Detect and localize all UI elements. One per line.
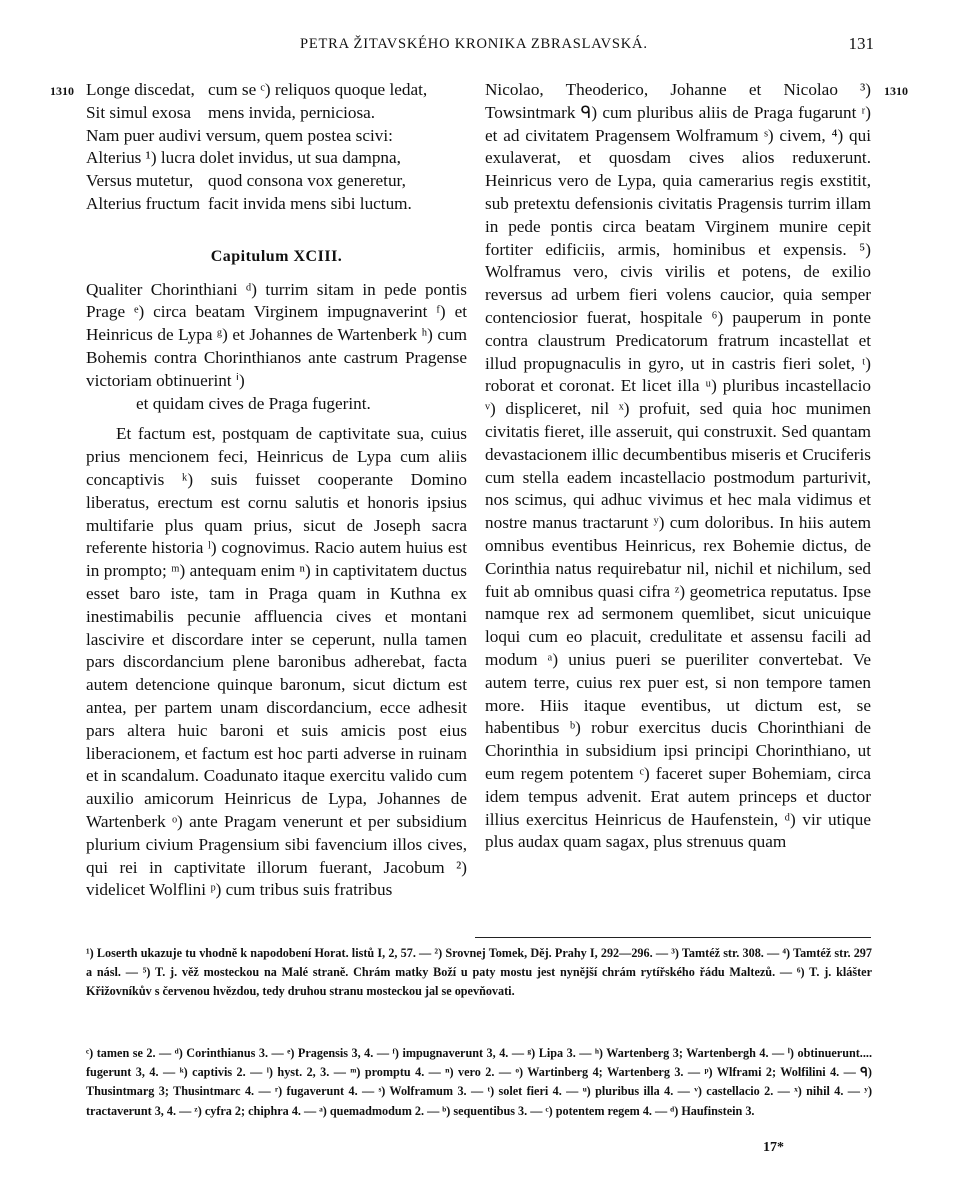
footnote-rule <box>475 937 871 938</box>
body-paragraph: Nicolao, Theoderico, Johanne et Nicolao ³) Towsintmark ᑫ) cum pluribus aliis de Praga fugarunt ʳ) et ad civitatem Pragensem Wolframum ˢ) civem, ⁴) qui exulaverat, et quosdam cives alios reduxerunt. Heinricus vero de Lypa, quia camerarius regis exstitit, sub pretextu defensionis civitatis Pragensis turrim illam in pede pontis circa beatam Virginem munire cepit fortiter edificiis, armis, hominibus et expensis. ⁵) Wolframus vero, civis virilis et potens, de exilio reversus ad urbem fieri volens caucior, quia semper contenciosior fuerat, hospitale ⁶) pauperum in ponte contra claustrum Predicatorum fratrum incastellat et illud propugnaculis in gyro, ut in castris fieri solet, ᵗ) roborat et coronat. Et licet illa ᵘ) pluribus incastellacio ᵛ) displiceret, nil ˣ) profuit, sed quia hoc munimen civitatis fieret, ille asseruit, qui construxit. Sed quantam devastacionem illic decumbentibus miseris et Cruciferis cum stella eadem incastellacio postmodum parturivit, nos scimus, qui adhuc vivimus et hec mala vidimus et nostre manus tractarunt ʸ) cum doloribus. In hiis autem omnibus eventibus Heinricus, rex Bohemie dictus, de Corinthia natus requirebatur nil, nichil et nichilum, sed fuit ab omnibus quasi cifra ᶻ) geometrica reputatus. Ipse namque rex ad sermonem quemlibet, sicut unicuique loqui cum eo placuit, credulitate et assensu facili ad modum ᵃ) unius pueri se pueriliter convertebat. Ve autem terre, cuius rex puer est, si non tempore tamen more. Hiis itaque eventibus, ut dictum est, se habentibus ᵇ) robur exercitus ducis Chorinthiani de Chorinthia in subsidium ipsi principi Chorinthiano, ut eum regem potentem ᶜ) faceret super Bohemiam, circa idem tempus advenit. Erat autem princeps et ductor illius exercitus Heinricus de Haufenstein, ᵈ) vir utique plus audax quam sagax, plus strenuus quam <box>485 80 871 852</box>
editor-footnotes: ¹) Loserth ukazuje tu vhodně k napodobení Horat. listů I, 2, 57. — ²) Srovnej Tomek, Děj. Prahy I, 292—296. — ³) Tamtéž str. 308. — ⁴) Tamtéž str. 297 a násl. — ⁵) T. j. věž mosteckou na Malé straně. Chrám matky Boží u paty mostu jest nynější chrám rytířského řádu Maltezů. — ⁶) T. j. klášter Křižovníkův s červenou hvězdou, tedy druhou stranu mosteckou jal se opevňovati. <box>86 946 872 999</box>
page-number: 131 <box>848 34 874 53</box>
body-paragraph: Et factum est, postquam de captivitate sua, cuius prius mencionem feci, Heinricus de Lypa cum aliis concaptivis ᵏ) suis fuisset cooperante Domino liberatus, erectum est cornu salutis et honoris ipsius multifarie plus quam prius, sicut de Joseph sacra referente historia ˡ) cognovimus. Racio autem huius est in prompto; ᵐ) antequam enim ⁿ) in captivitatem ductus esset baro iste, tam in Praga quam in Kuthna ex inestimabilis pecunie affluencia cives et montani lascivire et discordare inter se ceperunt, nulla tamen pars discordancium plene baronibus adherebat, facta autem detencione quinque baronum, sicut dictum est antea, per partem unam discordancium, ecce adhesit pars altera huic baroni et suis amicis post eius liberacionem, et factum est hoc parti adverse in ruinam et in scandalum. Coadunato itaque exercitu valido cum auxilio amicorum Heinricus de Lypa, Johannes de Wartenberk ᵒ) ante Pragam venerunt et per subsidium plurium civium Pragensium sibi favencium illos cives, qui rei in captivitate illorum fuerant, Jacobum ²) videlicet Wolflini ᵖ) cum tribus suis fratribus <box>86 424 467 900</box>
verse-line: Sit simul exosa mens invida, perniciosa. <box>86 102 376 122</box>
variant-footnotes: ᶜ) tamen se 2. — ᵈ) Corinthianus 3. — ᵉ) Pragensis 3, 4. — ᶠ) impugnaverunt 3, 4. — ᵍ) Lipa 3. — ʰ) Wartenberg 3; Wartenbergh 4. — ⁱ) obtinuerunt.... fugerunt 3, 4. — ᵏ) captivis 2. — ˡ) hyst. 2, 3. — ᵐ) promptu 4. — ⁿ) vero 2. — ᵒ) Wartinberg 4; Wartenberg 3. — ᵖ) Wlframi 2; Wolfilini 4. — ᑫ) Thusintmarg 3; Thusintmarc 4. — ʳ) fugaverunt 4. — ˢ) Wolframum 3. — ᵗ) solet fieri 4. — ᵘ) pluribus illa 4. — ᵛ) castellacio 2. — ˣ) nihil 4. — ʸ) tractaverunt 3, 4. — ᶻ) cyfra 2; chiphra 4. — ᵃ) quemadmodum 2. — ᵇ) sequentibus 3. — ᶜ) potentem regem 4. — ᵈ) Haufinstein 3. <box>86 1046 872 1118</box>
running-title: PETRA ŽITAVSKÉHO KRONIKA ZBRASLAVSKÁ. <box>300 36 648 52</box>
chapter-summary: Qualiter Chorinthiani ᵈ) turrim sitam in pede pontis Prage ᵉ) circa beatam Virginem impugnaverint ᶠ) et Heinricus de Lypa ᵍ) et Johannes de Wartenberk ʰ) cum Bohemis contra Chorinthianos ante castrum Pragense victoriam obtinuerint ⁱ) <box>86 279 467 390</box>
verse-line: Versus mutetur, quod consona vox generetur, <box>86 171 406 191</box>
page-header <box>0 36 960 56</box>
year-marker-left: 1310 <box>50 84 74 98</box>
chapter-summary-end: et quidam cives de Praga fugerint. <box>136 393 371 413</box>
left-column <box>86 79 467 902</box>
signature-mark: 17* <box>763 1140 784 1155</box>
year-marker-right: 1310 <box>884 84 908 98</box>
verse-line: Alterius ¹) lucra dolet invidus, ut sua dampna, <box>86 148 401 168</box>
right-column <box>485 79 871 854</box>
chapter-title: Capitulum XCIII. <box>210 247 343 265</box>
verse-line: Alterius fructum facit invida mens sibi luctum. <box>86 193 412 213</box>
verse-line: Longe discedat, cum se ᶜ) reliquos quoque ledat, <box>86 80 428 99</box>
verse-line: Nam puer audivi versum, quem postea scivi: <box>86 125 393 145</box>
